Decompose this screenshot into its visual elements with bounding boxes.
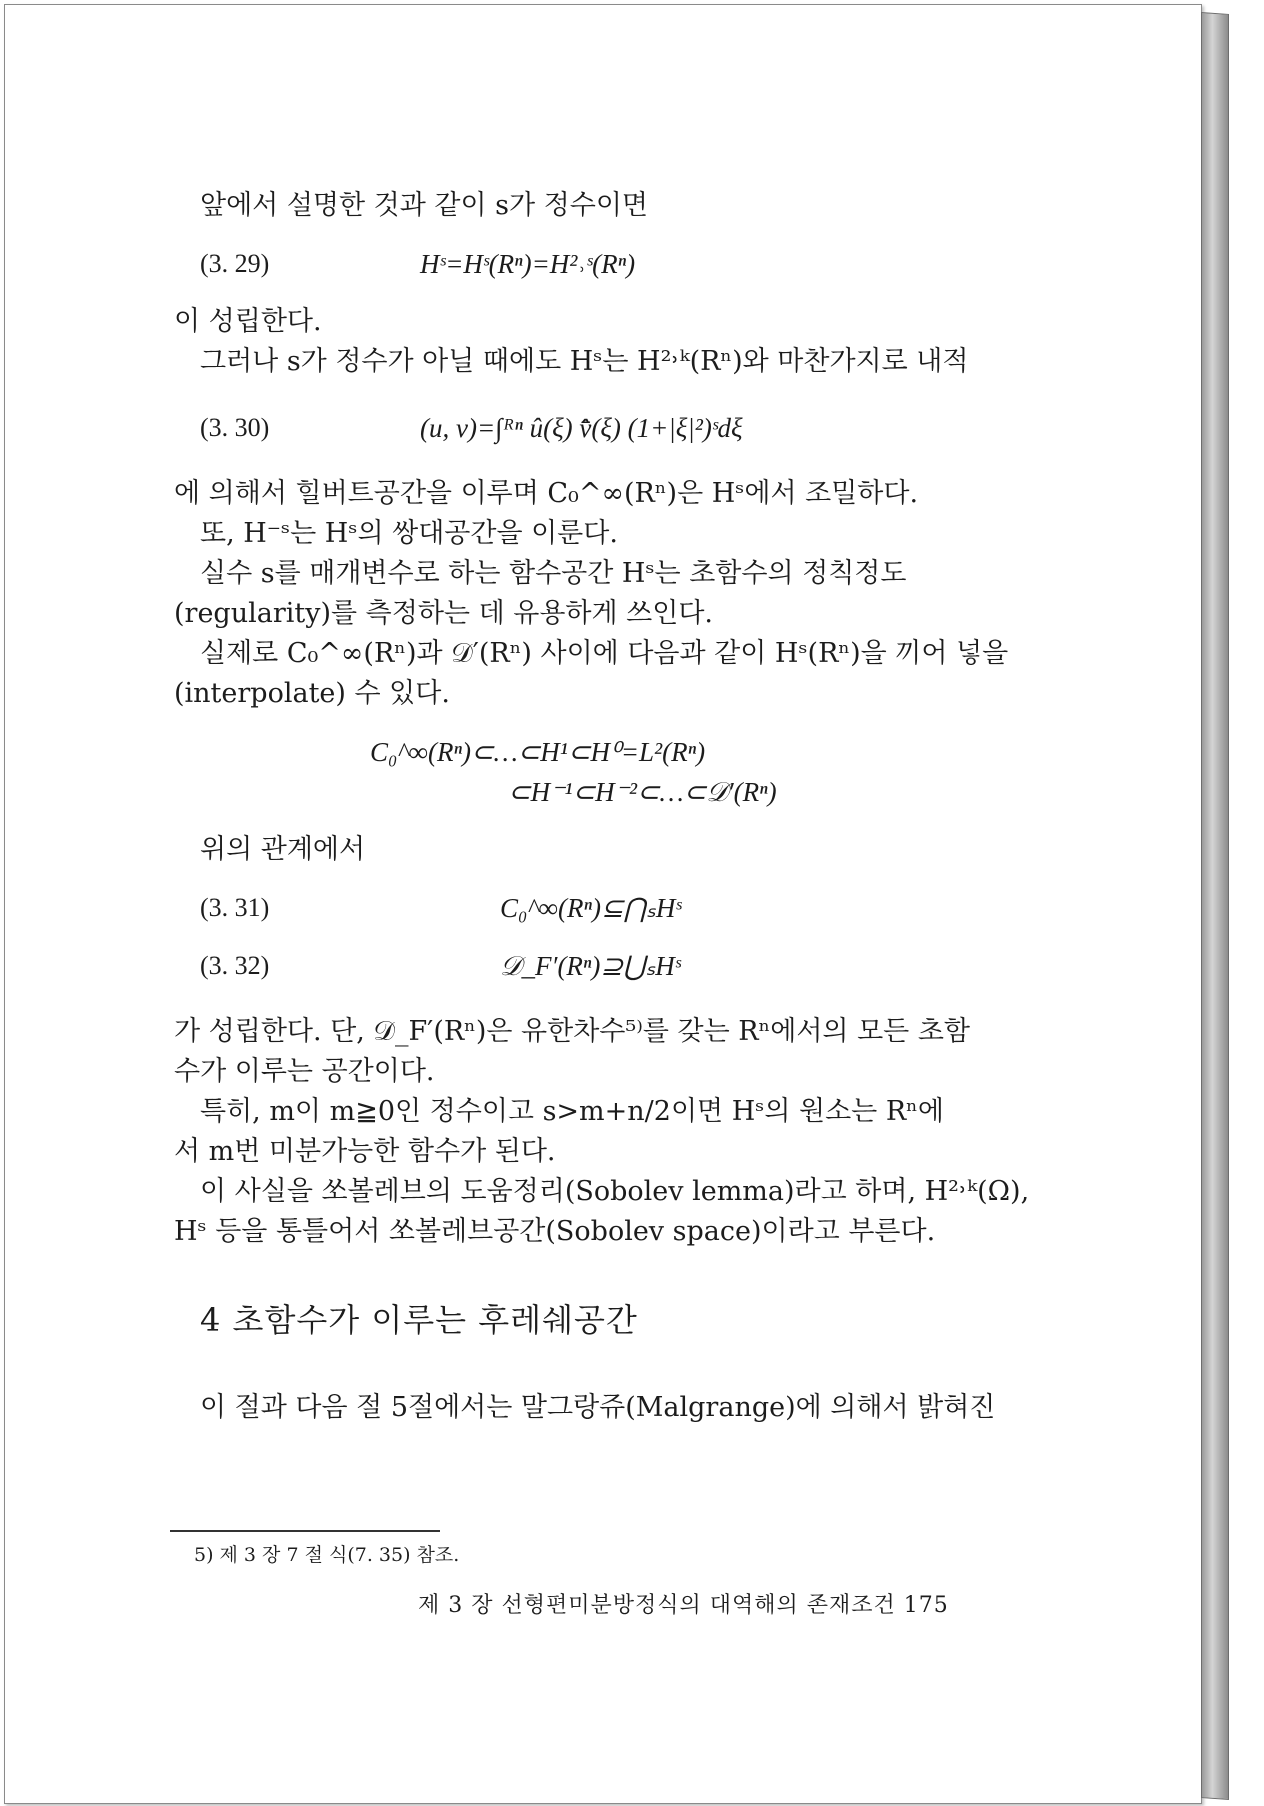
equation-number: (3. 31) <box>200 893 270 922</box>
paragraph-8: 실제로 C₀^∞(Rⁿ)과 𝒟′(Rⁿ) 사이에 다음과 같이 Hˢ(Rⁿ)을 끼어 넣을 <box>200 638 1009 669</box>
equation-3-32 <box>174 946 1014 986</box>
equation-3-29 <box>174 244 1014 284</box>
inclusion-chain-line-1: C₀^∞(Rⁿ)⊂…⊂H¹⊂H⁰=L²(Rⁿ) <box>370 737 706 767</box>
paragraph-3: 그러나 s가 정수가 아닐 때에도 Hˢ는 H²˒ᵏ(Rⁿ)와 마찬가지로 내적 <box>200 346 969 377</box>
page-edge-stack <box>1201 12 1229 1800</box>
paragraph-1: 앞에서 설명한 것과 같이 s가 정수이면 <box>200 190 648 221</box>
footnote: 5) 제 3 장 7 절 식(7. 35) 참조. <box>194 1544 460 1566</box>
paragraph-9: (interpolate) 수 있다. <box>174 678 450 709</box>
paragraph-4: 에 의해서 힐버트공간을 이루며 C₀^∞(Rⁿ)은 Hˢ에서 조밀하다. <box>174 478 919 509</box>
paragraph-15: 이 사실을 쏘볼레브의 도움정리(Sobolev lemma)라고 하며, H²˒ᵏ(Ω), <box>200 1176 1030 1207</box>
page-body <box>174 186 1030 1428</box>
paragraph-16: Hˢ 등을 통틀어서 쏘볼레브공간(Sobolev space)이라고 부른다. <box>174 1216 936 1247</box>
paragraph-14: 서 m번 미분가능한 함수가 된다. <box>174 1136 556 1167</box>
paragraph-11: 가 성립한다. 단, 𝒟_F′(Rⁿ)은 유한차수⁵⁾를 갖는 Rⁿ에서의 모든 초함 <box>174 1016 970 1047</box>
equation-3-31 <box>174 888 1014 928</box>
equation-number: (3. 30) <box>200 413 270 442</box>
section-heading: 4 초함수가 이루는 후레쉐공간 <box>200 1301 638 1339</box>
paragraph-5: 또, H⁻ˢ는 Hˢ의 쌍대공간을 이룬다. <box>200 518 618 549</box>
paragraph-6: 실수 s를 매개변수로 하는 함수공간 Hˢ는 초함수의 정칙정도 <box>200 558 907 589</box>
equation-3-30 <box>174 408 1014 448</box>
equation-body: 𝒟_F′(Rⁿ)⊇⋃ₛHˢ <box>500 951 681 981</box>
equation-number: (3. 29) <box>200 249 270 278</box>
equation-body: (u, v)=∫ᴿⁿ û(ξ) v̄̂(ξ) (1+|ξ|²)ˢdξ <box>420 413 743 443</box>
running-footer: 제 3 장 선형편미분방정식의 대역해의 존재조건 175 <box>418 1593 949 1618</box>
paragraph-12: 수가 이루는 공간이다. <box>174 1056 435 1087</box>
equation-body: Hˢ=Hˢ(Rⁿ)=H²˒ˢ(Rⁿ) <box>420 249 636 279</box>
paragraph-7: (regularity)를 측정하는 데 유용하게 쓰인다. <box>174 598 713 629</box>
paragraph-2: 이 성립한다. <box>174 306 322 337</box>
paragraph-10: 위의 관계에서 <box>200 834 366 865</box>
paragraph-17: 이 절과 다음 절 5절에서는 말그랑쥬(Malgrange)에 의해서 밝혀진 <box>200 1392 996 1423</box>
inclusion-chain-line-2: ⊂H⁻¹⊂H⁻²⊂…⊂𝒟′(Rⁿ) <box>508 777 777 807</box>
equation-body: C₀^∞(Rⁿ)⊆⋂ₛHˢ <box>500 893 682 923</box>
equation-number: (3. 32) <box>200 951 270 980</box>
footnote-divider <box>170 1530 440 1532</box>
paragraph-13: 특히, m이 m≧0인 정수이고 s>m+n/2이면 Hˢ의 원소는 Rⁿ에 <box>200 1096 944 1127</box>
